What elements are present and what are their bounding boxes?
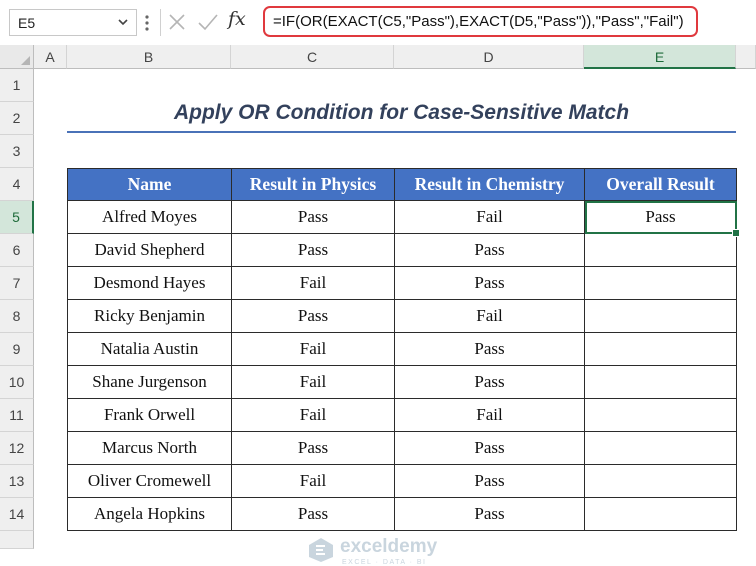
row-number: 4 (12, 176, 21, 192)
watermark-tagline: EXCEL · DATA · BI (342, 559, 427, 566)
overall-value: Pass (645, 207, 676, 226)
header-name[interactable]: Name (68, 169, 232, 201)
cancel-icon[interactable] (166, 11, 188, 33)
row-header-11[interactable] (0, 399, 34, 432)
row-number: 9 (12, 341, 21, 357)
row-header-6[interactable] (0, 234, 34, 267)
row-header-12[interactable] (0, 432, 34, 465)
more-options-icon[interactable] (144, 12, 150, 34)
chemistry-cell[interactable]: Fail (395, 300, 585, 333)
physics-cell[interactable]: Fail (232, 333, 395, 366)
row-header-5[interactable] (0, 201, 34, 234)
table-row (68, 465, 737, 498)
physics-cell[interactable]: Pass (232, 201, 395, 234)
chemistry-cell[interactable]: Fail (395, 201, 585, 234)
overall-cell[interactable] (585, 399, 737, 432)
row-number: 6 (12, 242, 21, 258)
sheet-title[interactable]: Apply OR Condition for Case-Sensitive Match (173, 101, 630, 124)
overall-cell-active[interactable] (585, 201, 737, 234)
overall-cell[interactable] (585, 432, 737, 465)
row-header-1[interactable] (0, 69, 34, 102)
table-row (68, 399, 737, 432)
formula-bar-divider (160, 9, 161, 36)
table-row (68, 432, 737, 465)
physics-cell[interactable]: Pass (232, 498, 395, 531)
physics-cell[interactable]: Fail (232, 366, 395, 399)
name-cell[interactable]: Desmond Hayes (68, 267, 232, 300)
row-header-15[interactable] (0, 531, 34, 549)
physics-cell[interactable]: Pass (232, 432, 395, 465)
physics-cell[interactable]: Fail (232, 399, 395, 432)
formula-input[interactable] (263, 6, 698, 37)
row-number: 11 (9, 407, 24, 423)
physics-cell[interactable]: Pass (232, 234, 395, 267)
formula-bar (0, 0, 756, 45)
watermark-name: exceldemy (340, 536, 438, 557)
chemistry-cell[interactable]: Pass (395, 267, 585, 300)
overall-cell[interactable] (585, 465, 737, 498)
table-row (68, 300, 737, 333)
overall-cell[interactable] (585, 300, 737, 333)
row-number: 3 (12, 143, 21, 159)
enter-check-icon[interactable] (196, 11, 220, 33)
insert-function-icon[interactable]: fx (228, 8, 246, 30)
row-header-7[interactable] (0, 267, 34, 300)
table-row (68, 498, 737, 531)
overall-cell[interactable] (585, 234, 737, 267)
row-number: 7 (12, 275, 21, 291)
row-number: 2 (12, 110, 21, 126)
chemistry-cell[interactable]: Pass (395, 234, 585, 267)
column-header-b[interactable]: B (67, 45, 231, 69)
header-chemistry[interactable]: Result in Chemistry (395, 169, 585, 201)
name-box-value: E5 (18, 15, 36, 31)
column-header-f[interactable] (736, 45, 756, 69)
column-header-e[interactable]: E (584, 45, 736, 69)
select-all-corner[interactable] (0, 45, 34, 69)
header-overall[interactable]: Overall Result (585, 169, 737, 201)
row-number: 12 (8, 440, 25, 456)
name-box[interactable] (9, 9, 137, 36)
name-cell[interactable]: Natalia Austin (68, 333, 232, 366)
physics-cell[interactable]: Fail (232, 267, 395, 300)
exceldemy-logo-icon (307, 537, 335, 563)
formula-text: =IF(OR(EXACT(C5,"Pass"),EXACT(D5,"Pass")),"Pass","Fail") (273, 13, 684, 30)
table-row (68, 201, 737, 234)
name-cell[interactable]: Ricky Benjamin (68, 300, 232, 333)
overall-cell[interactable] (585, 333, 737, 366)
column-header-d[interactable]: D (394, 45, 584, 69)
chemistry-cell[interactable]: Pass (395, 498, 585, 531)
chevron-down-icon[interactable] (116, 15, 130, 29)
overall-cell[interactable] (585, 267, 737, 300)
table-header-row (68, 169, 737, 201)
row-header-9[interactable] (0, 333, 34, 366)
chemistry-cell[interactable]: Pass (395, 432, 585, 465)
chemistry-cell[interactable]: Pass (395, 366, 585, 399)
overall-cell[interactable] (585, 366, 737, 399)
overall-cell[interactable] (585, 498, 737, 531)
row-header-13[interactable] (0, 465, 34, 498)
row-number: 1 (12, 77, 21, 93)
fill-handle[interactable] (732, 229, 740, 237)
table-row (68, 333, 737, 366)
row-number: 10 (8, 374, 25, 390)
physics-cell[interactable]: Fail (232, 465, 395, 498)
results-table (67, 168, 737, 531)
table-row (68, 234, 737, 267)
row-header-3[interactable] (0, 135, 34, 168)
row-number: 14 (8, 506, 25, 522)
header-physics[interactable]: Result in Physics (232, 169, 395, 201)
row-header-10[interactable] (0, 366, 34, 399)
column-header-c[interactable]: C (231, 45, 394, 69)
row-number: 13 (8, 473, 25, 489)
chemistry-cell[interactable]: Fail (395, 399, 585, 432)
row-number: 5 (12, 209, 20, 225)
name-cell[interactable]: Frank Orwell (68, 399, 232, 432)
row-number: 8 (12, 308, 21, 324)
chemistry-cell[interactable]: Pass (395, 333, 585, 366)
physics-cell[interactable]: Pass (232, 300, 395, 333)
title-underline (67, 131, 736, 133)
column-header-a[interactable]: A (34, 45, 67, 69)
name-cell[interactable]: David Shepherd (68, 234, 232, 267)
name-cell[interactable]: Marcus North (68, 432, 232, 465)
worksheet (0, 45, 756, 566)
row-header-14[interactable] (0, 498, 34, 531)
row-header-2[interactable] (0, 102, 34, 135)
name-cell[interactable]: Alfred Moyes (68, 201, 232, 234)
table-row (68, 366, 737, 399)
table-row (68, 267, 737, 300)
name-cell[interactable]: Angela Hopkins (68, 498, 232, 531)
row-header-8[interactable] (0, 300, 34, 333)
name-cell[interactable]: Oliver Cromewell (68, 465, 232, 498)
chemistry-cell[interactable]: Pass (395, 465, 585, 498)
name-cell[interactable]: Shane Jurgenson (68, 366, 232, 399)
row-header-4[interactable] (0, 168, 34, 201)
